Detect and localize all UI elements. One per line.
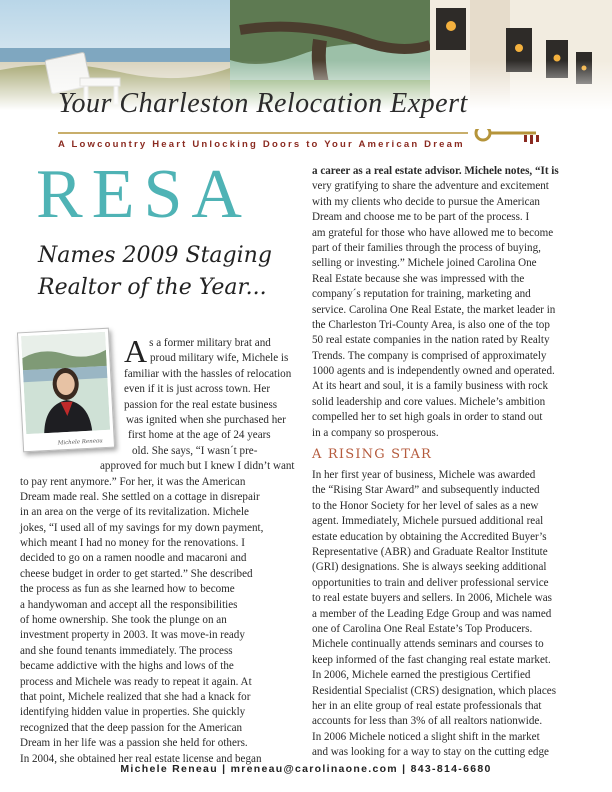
body-line: compelled her to set high goals in order to stand out — [312, 411, 543, 424]
body-line: (GRI) designations. She is always seeking additional — [312, 561, 547, 574]
body-line: Representative (ABR) and Graduate Realtor Institute — [312, 545, 548, 558]
body-line: to real estate buyers and sellers. In 2006, Michele was — [312, 592, 552, 605]
body-line: part of their families through the process of buying, — [312, 241, 541, 254]
body-line: that point, Michele realized that she had a knack for — [20, 690, 251, 703]
footer-contact — [0, 763, 612, 775]
body-line: a member of the Leading Edge Group and was named — [312, 607, 552, 620]
body-line: with my clients who decide to pursue the American — [312, 195, 540, 208]
body-line: familiar with the hassles of relocation — [124, 367, 292, 380]
body-line: At its heart and soul, it is a family business with rock — [312, 380, 549, 393]
body-line: Residential Specialist (CRS) designation, which places — [312, 684, 557, 697]
body-line: approved for much but I knew I didn’t want — [100, 460, 295, 473]
body-line: which meant I had no money for the renovations. I — [20, 537, 245, 550]
body-line: old. She says, “I wasn´t pre- — [132, 444, 258, 457]
body-line: decided to go on a ramen noodle and macaroni and — [20, 552, 247, 565]
agent-photo — [17, 328, 115, 453]
footer-name: Michele Reneau — [120, 763, 218, 775]
headline-subtitle — [38, 240, 308, 304]
body-line: process and Michele was ready to repeat it again. At — [20, 675, 252, 688]
body-line: passion for the real estate business — [124, 398, 278, 411]
right-column — [312, 164, 594, 760]
body-line: a handywoman and accept all the responsibilities — [20, 598, 238, 611]
body-line: selling or investing.” Michele joined Carolina One — [312, 257, 537, 270]
body-line: recognized that the deep passion for the American — [20, 721, 243, 734]
body-line: Trends. The company is comprised of approximately — [312, 349, 547, 362]
headline-subtitle-line: Names 2009 Staging — [38, 243, 272, 268]
headline-subtitle-line: Realtor of the Year... — [38, 274, 267, 300]
headline-resa: RESA — [36, 156, 251, 233]
body-line: first home at the age of 24 years — [128, 429, 271, 442]
body-line: became addictive with the highs and lows of the — [20, 660, 234, 673]
section-heading-rising-star: A RISING STAR — [312, 447, 433, 463]
body-line: In her first year of business, Michele was awarded — [312, 469, 536, 482]
footer-separator: | — [222, 763, 231, 775]
body-line: proud military wife, Michele is — [150, 352, 289, 365]
body-line: and she found tenants immediately. The process — [20, 644, 233, 657]
body-line: Dream and choose me to be part of the process. I — [312, 211, 530, 224]
body-line: In 2006, Michele earned the prestigious Certified — [312, 669, 531, 682]
body-line: identifying hidden value in properties. She quickly — [20, 706, 246, 719]
body-line: Michele continually attends seminars and courses to — [312, 638, 544, 651]
header-tagline: A Lowcountry Heart Unlocking Doors to Your American Dream — [58, 139, 465, 150]
body-line: in a company so prosperous. — [312, 426, 439, 439]
body-line: and was looking for a way to stay on the cutting edge — [312, 746, 549, 759]
body-line: to pay rent anymore.” For her, it was the American — [20, 475, 246, 488]
body-line: one of Carolina One Real Estate’s Top Producers. — [312, 622, 533, 635]
body-line: Dream made real. She settled on a cottage in disrepair — [20, 490, 260, 503]
body-line: even if it is just across town. Her — [124, 383, 271, 396]
body-line: keep informed of the fast changing real estate market. — [312, 653, 551, 666]
portrait-image — [21, 332, 110, 434]
body-line: s a former military brat and — [149, 337, 271, 349]
body-line: service. Carolina One Real Estate, the market leader in — [312, 303, 556, 316]
body-line: cheese budget in order to get started.” She described — [20, 567, 253, 580]
body-line: the process as fun as she learned how to become — [20, 583, 235, 596]
body-line: agent. Immediately, Michele pursued additional real — [312, 515, 544, 528]
body-line: accounts for less than 3% of all realtors nationwide. — [312, 715, 543, 728]
body-line: the “Rising Star Award” and subsequently inducted — [312, 484, 540, 497]
body-line: solid leadership and core values. Michele’s ambition — [312, 395, 546, 408]
body-line: opportunities to train and deliver professional service — [312, 576, 549, 589]
header-title: Your Charleston Relocation Expert — [58, 88, 468, 119]
body-line: the Charleston Tri-County Area, is also one of the top — [312, 318, 550, 331]
body-line: was ignited when she purchased her — [126, 413, 286, 426]
body-line: in an area on the verge of its revitalization. Michele — [20, 506, 249, 519]
body-line: a career as a real estate advisor. Michele notes, “It is — [312, 165, 559, 177]
body-line: In 2006 Michele noticed a slight shift in the market — [312, 730, 540, 743]
body-line: 1000 agents and is independently owned and operated. — [312, 365, 555, 378]
body-line: Real Estate because she was impressed with the — [312, 272, 525, 285]
body-line: Dream in her life was a passion she held for others. — [20, 737, 248, 750]
body-line: of home ownership. She took the plunge on an — [20, 614, 227, 627]
body-line: her in an elite group of real estate professionals that — [312, 699, 542, 712]
body-line: company´s reputation for training, marketing and — [312, 288, 531, 301]
body-line: 50 real estate companies in the nation rated by Realty — [312, 334, 550, 347]
body-line: very gratifying to share the adventure and excitement — [312, 180, 549, 193]
body-line: estate education by obtaining the Accredited Buyer’s — [312, 530, 547, 543]
body-line: am grateful for those who have allowed me to become — [312, 226, 554, 239]
photo-caption: Michele Reneau — [57, 438, 103, 447]
body-line: investment property in 2003. It was move-in ready — [20, 629, 245, 642]
footer-phone[interactable]: 843-814-6680 — [410, 763, 492, 775]
footer-separator: | — [402, 763, 411, 775]
drop-cap: A — [124, 333, 148, 369]
body-line: to the Honor Society for her level of sales as a new — [312, 499, 539, 512]
body-line: In 2004, she obtained her real estate license and began — [20, 752, 262, 765]
body-line: jokes, “I used all of my savings for my down payment, — [20, 521, 264, 534]
footer-email-link[interactable]: mreneau@carolinaone.com — [230, 763, 398, 775]
